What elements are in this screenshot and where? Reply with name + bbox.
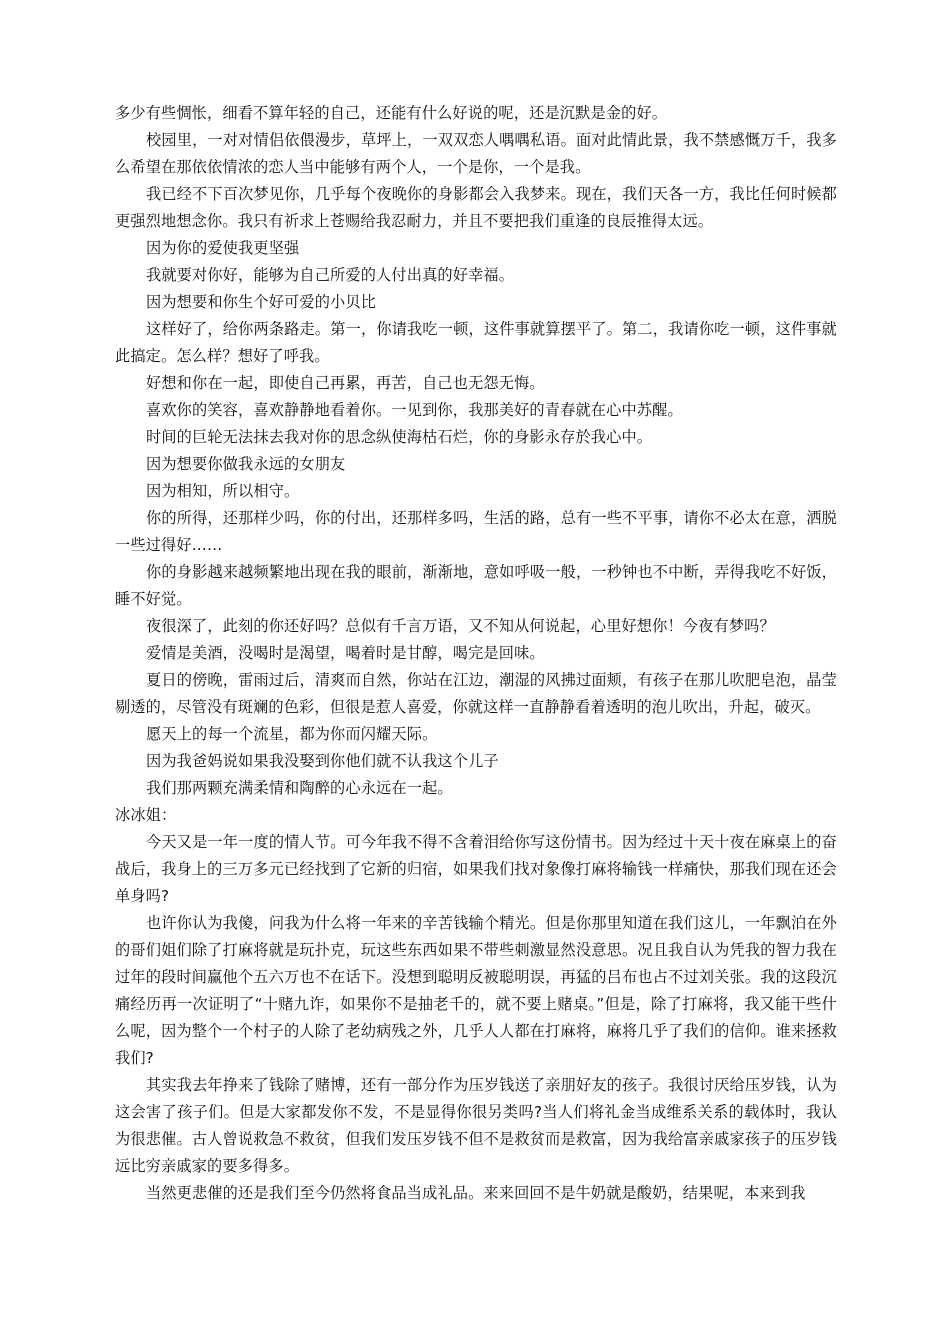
body-paragraph: 喜欢你的笑容，喜欢静静地看着你。一见到你，我那美好的青春就在心中苏醒。 (146, 401, 683, 419)
body-paragraph: 也许你认为我傻，问我为什么将一年来的辛苦钱输个精光。但是你那里知道在我们这儿，一年飘泊在外的哥们姐们除了打麻将就是玩扑克，玩这些东西如果不带些刺激显然没意思。况且我自认为凭我的智力我在过年的段时间赢他个五六万也不在话下。没想到聪明反被聪明误，再猛的吕布也占不过刘关张。我的这段沉痛经历再一次证明了“十赌九诈，如果你不是抽老千的，就不要上赌桌。”但是，除了打麻将，我又能干些什么呢，因为整个一个村子的人除了老幼病残之外，几乎人人都在打麻将，麻将几乎了我们的信仰。谁来拯救我们? (115, 914, 837, 1067)
body-paragraph: 夜很深了，此刻的你还好吗？总似有千言万语，又不知从何说起，心里好想你！今夜有梦吗？ (146, 617, 775, 635)
body-paragraph: 因为你的爱使我更坚强 (146, 239, 300, 257)
body-paragraph: 因为我爸妈说如果我没娶到你他们就不认我这个儿子 (146, 752, 499, 770)
body-paragraph: 我就要对你好，能够为自己所爱的人付出真的好幸福。 (146, 266, 515, 284)
body-paragraph: 其实我去年挣来了钱除了赌博，还有一部分作为压岁钱送了亲朋好友的孩子。我很讨厌给压岁钱，认为这会害了孩子们。但是大家都发你不发，不是显得你很另类吗?当人们将礼金当成维系关系的载体时，我认为很悲催。古人曾说救急不救贫，但我们发压岁钱不但不是救贫而是救富，因为我给富亲戚家孩子的压岁钱远比穷亲戚家的要多得多。 (115, 1076, 837, 1175)
body-paragraph: 我已经不下百次梦见你，几乎每个夜晚你的身影都会入我梦来。现在，我们天各一方，我比任何时候都更强烈地想念你。我只有祈求上苍赐给我忍耐力，并且不要把我们重逢的良辰推得太远。 (115, 185, 837, 230)
body-paragraph: 因为想要和你生个好可爱的小贝比 (146, 293, 377, 311)
body-paragraph: 校园里，一对对情侣依偎漫步，草坪上，一双双恋人喁喁私语。面对此情此景，我不禁感慨万千，我多么希望在那依依情浓的恋人当中能够有两个人，一个是你，一个是我。 (115, 131, 837, 176)
body-paragraph: 因为相知，所以相守。 (146, 482, 300, 500)
body-paragraph: 因为想要你做我永远的女朋友 (146, 455, 346, 473)
paragraph-unindented: 多少有些惆怅，细看不算年轻的自己，还能有什么好说的呢，还是沉默是金的好。 (115, 104, 668, 122)
body-paragraph: 你的身影越来越频繁地出现在我的眼前，渐渐地，意如呼吸一般，一秒钟也不中断，弄得我吃不好饭，睡不好觉。 (115, 563, 837, 608)
body-paragraph: 今天又是一年一度的情人节。可今年我不得不含着泪给你写这份情书。因为经过十天十夜在麻桌上的奋战后，我身上的三万多元已经找到了它新的归宿，如果我们找对象像打麻将输钱一样痛快，那我们现在还会单身吗? (115, 833, 837, 905)
body-paragraph: 你的所得，还那样少吗，你的付出，还那样多吗，生活的路，总有一些不平事，请你不必太在意，洒脱一些过得好…… (115, 509, 837, 554)
body-paragraph: 时间的巨轮无法抹去我对你的思念纵使海枯石烂，你的身影永存於我心中。 (146, 428, 653, 446)
body-paragraph: 当然更悲催的还是我们至今仍然将食品当成礼品。来来回回不是牛奶就是酸奶，结果呢，本来到我 (146, 1184, 806, 1202)
document-body (115, 100, 837, 1207)
body-paragraph: 我们那两颗充满柔情和陶醉的心永远在一起。 (146, 779, 453, 797)
body-paragraph: 这样好了，给你两条路走。第一，你请我吃一顿，这件事就算摆平了。第二，我请你吃一顿，这件事就此搞定。怎么样？想好了呼我。 (115, 320, 837, 365)
body-paragraph: 愿天上的每一个流星，都为你而闪耀天际。 (146, 725, 438, 743)
paragraph-unindented: 冰冰姐： (115, 806, 177, 824)
body-paragraph: 好想和你在一起，即使自己再累，再苦，自己也无怨无悔。 (146, 374, 545, 392)
body-paragraph: 夏日的傍晚，雷雨过后，清爽而自然，你站在江边，潮湿的风拂过面颊，有孩子在那儿吹肥皂泡，晶莹剔透的，尽管没有斑斓的色彩，但很是惹人喜爱，你就这样一直静静看着透明的泡儿吹出，升起，破灭。 (115, 671, 837, 716)
body-paragraph: 爱情是美酒，没喝时是渴望，喝着时是甘醇，喝完是回味。 (146, 644, 545, 662)
